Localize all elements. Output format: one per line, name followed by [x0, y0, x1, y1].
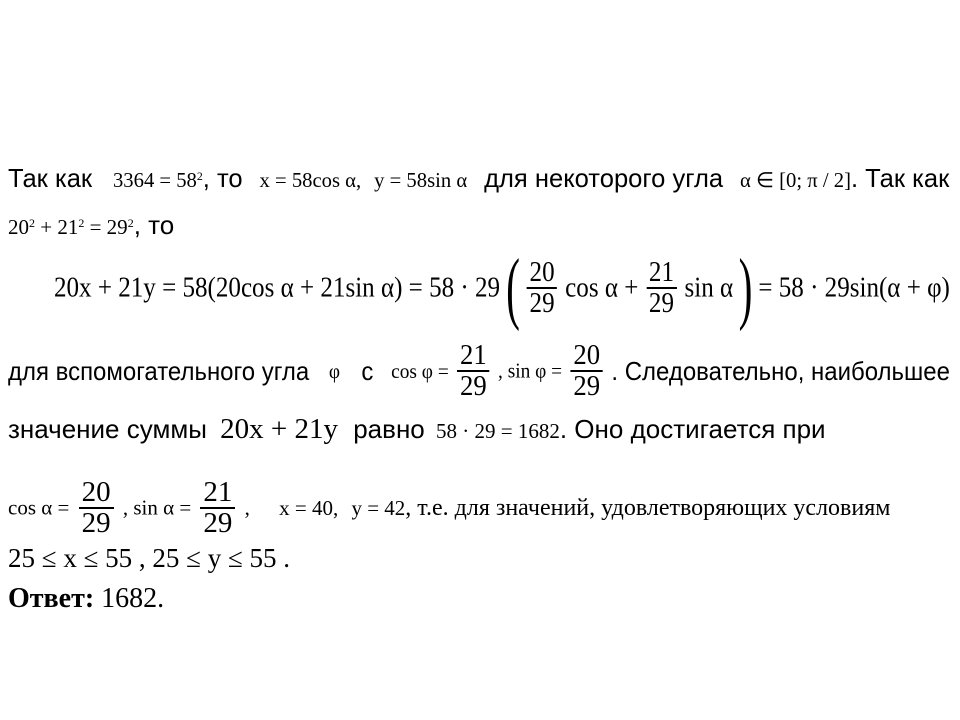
- math-part: 20: [8, 215, 29, 239]
- text-line-5: [8, 414, 826, 446]
- fraction: [527, 258, 557, 318]
- math-part: + 21: [35, 215, 79, 239]
- math-expression: x = 58cos α,: [259, 168, 362, 192]
- text: с: [361, 356, 374, 386]
- equation-left: 20x + 21y = 58(20cos α + 21sin α) = 58 · 29: [54, 271, 501, 304]
- fraction: [79, 478, 114, 538]
- math-part: 3364 = 58: [112, 168, 197, 192]
- text-line-6: [8, 478, 890, 538]
- numerator: 20: [527, 258, 557, 289]
- text: , то: [133, 210, 175, 240]
- answer-value: 1682.: [94, 583, 165, 614]
- text: , т.е. для значений, удовлетворяющих условиям: [405, 495, 891, 521]
- superscript: 2: [29, 216, 35, 230]
- math-expression: , sin α =: [122, 495, 192, 520]
- equation-right: = 58 · 29sin(α + φ): [758, 271, 950, 304]
- numerator: 21: [646, 258, 676, 289]
- equation-part: sin α: [684, 271, 734, 304]
- math-expression: , sin φ =: [498, 358, 563, 383]
- denominator: 29: [460, 370, 487, 402]
- answer-line: [8, 583, 164, 615]
- denominator: 29: [203, 507, 233, 539]
- math-expression: cos α =: [8, 495, 70, 520]
- text: для вспомогательного угла: [8, 356, 310, 386]
- math-expression: [113, 168, 203, 192]
- text-line-1: [8, 163, 949, 195]
- right-paren: ): [738, 244, 753, 332]
- text-line-7: [8, 543, 290, 573]
- answer-label: Ответ:: [8, 583, 95, 614]
- math-expression: y = 58sin α: [374, 168, 468, 192]
- text: равно: [353, 414, 425, 444]
- text: , то: [202, 163, 243, 193]
- denominator: 29: [573, 370, 601, 402]
- superscript: 2: [196, 169, 203, 183]
- fraction: [571, 341, 603, 401]
- math-expression: α ∈ [0; π / 2]: [740, 168, 851, 192]
- math-expression: y = 42: [351, 495, 406, 520]
- math-expression: 25 ≤ x ≤ 55 , 25 ≤ y ≤ 55 .: [8, 543, 291, 573]
- main-equation: [54, 244, 950, 332]
- numerator: 21: [200, 478, 235, 509]
- math-expression: cos φ =: [391, 358, 449, 383]
- text: для некоторого угла: [484, 163, 724, 193]
- equation-part: cos α +: [565, 271, 639, 304]
- denominator: 29: [529, 287, 555, 319]
- math-expression: 20x + 21y: [220, 413, 338, 445]
- math-part: = 29: [84, 215, 128, 239]
- text-line-4: [8, 341, 950, 401]
- math-expression: 58 · 29 = 1682: [436, 419, 560, 443]
- numerator: 21: [457, 341, 489, 372]
- numerator: 20: [79, 478, 114, 509]
- denominator: 29: [648, 287, 674, 319]
- text: . Следовательно, наибольшее: [611, 356, 950, 386]
- text: . Так как: [850, 163, 950, 193]
- text: Так как: [8, 163, 93, 193]
- math-expression: ,: [244, 495, 250, 520]
- fraction: [200, 478, 235, 538]
- text: . Оно достигается при: [559, 414, 826, 444]
- fraction: [457, 341, 489, 401]
- text: значение суммы: [8, 414, 207, 444]
- text-line-2: [8, 210, 174, 242]
- phi-symbol: φ: [328, 358, 341, 383]
- superscript: 2: [78, 216, 85, 230]
- superscript: 2: [127, 216, 134, 230]
- denominator: 29: [81, 507, 111, 539]
- fraction: [646, 258, 676, 318]
- left-paren: (: [505, 244, 520, 332]
- math-expression: [8, 215, 134, 239]
- numerator: 20: [571, 341, 603, 372]
- math-expression: x = 40,: [279, 495, 339, 520]
